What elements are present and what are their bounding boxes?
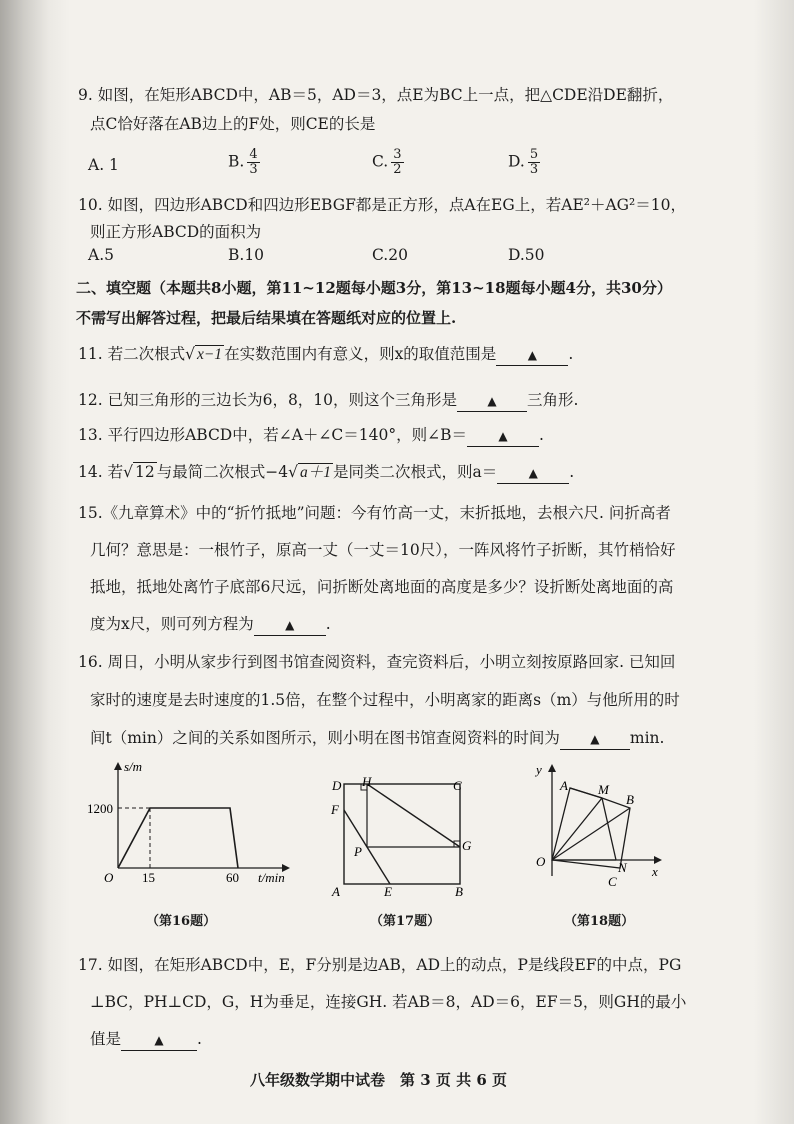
q16-line2: 家时的速度是去时速度的1.5倍，在整个过程中，小明离家的距离s（m）与他所用的时: [90, 691, 680, 709]
fig18-caption: （第18题）: [564, 914, 635, 929]
q10-option-a: A.5: [88, 246, 114, 264]
q9-option-a: A. 1: [88, 156, 119, 174]
svg-text:N: N: [618, 860, 627, 875]
q12: 12. 已知三角形的三边长为6，8，10，则这个三角形是 ▲ 三角形.: [78, 390, 578, 412]
figure-16-graph: [84, 758, 300, 892]
figure-18-coordinate: [516, 758, 666, 892]
fig16-ylabel: s/m: [124, 759, 143, 774]
fig18-polygon: [552, 788, 630, 868]
scan-shadow-right: [754, 0, 794, 1124]
fig16-xtick1: 15: [142, 870, 155, 885]
q15-line2: 几何？意思是：一根竹子，原高一丈（一丈＝10尺），一阵风将竹子折断，其竹梢恰好: [90, 541, 676, 559]
q13: 13. 平行四边形ABCD中，若∠A＋∠C＝140°，则∠B＝ ▲ .: [78, 425, 544, 447]
q17-line3: 值是 ▲ .: [90, 1029, 202, 1051]
q17-line1: 17. 如图，在矩形ABCD中，E，F分别是边AB，AD上的动点，P是线段EF的中点，PG: [78, 956, 682, 974]
q16-line3: 间t（min）之间的关系如图所示，则小明在图书馆查阅资料的时间为 ▲ min.: [90, 728, 664, 750]
q10-line1: 10. 如图，四边形ABCD和四边形EBGF都是正方形，点A在EG上，若AE²＋AG²＝10，: [78, 196, 686, 214]
svg-text:B: B: [455, 884, 463, 899]
svg-text:C: C: [608, 874, 617, 889]
svg-text:B: B: [626, 792, 634, 807]
svg-text:y: y: [536, 762, 542, 777]
q16-line1: 16. 周日，小明从家步行到图书馆查阅资料，查完资料后，小明立刻按原路回家. 已知回: [78, 653, 676, 671]
figure-17-rectangle: [328, 774, 478, 900]
q17-line2: ⊥BC，PH⊥CD，G，H为垂足，连接GH. 若AB＝8，AD＝6，EF＝5，则GH的最小: [90, 993, 687, 1011]
section2-heading: 二、填空题（本题共8小题，第11~12题每小题3分，第13~18题每小题4分，共30分）: [76, 279, 672, 297]
q9-option-d: D. $\frac{5}{3}$: [508, 147, 539, 177]
q15-line3: 抵地，抵地处离竹子底部6尺远，问折断处离地面的高度是多少？设折断处离地面的高: [90, 578, 674, 596]
q10-line2: 则正方形ABCD的面积为: [90, 223, 262, 241]
q15-line4: 度为x尺，则可列方程为 ▲ .: [90, 614, 331, 636]
q14: 14. 若√ 12 与最简二次根式−4√ a＋1 是同类二次根式，则a＝ ▲ .: [78, 462, 574, 484]
q15-line1: 15.《九章算术》中的“折竹抵地”问题：今有竹高一丈，末折抵地，去根六尺. 问折高者: [78, 504, 671, 522]
fig16-origin: O: [104, 870, 114, 885]
scan-shadow-left: [0, 0, 70, 1124]
svg-text:F: F: [331, 802, 339, 817]
svg-text:D: D: [332, 778, 342, 793]
svg-text:G: G: [462, 838, 472, 853]
svg-text:E: E: [384, 884, 392, 899]
fig16-ytick: 1200: [87, 801, 113, 816]
fig17-rectangle-abcd: [344, 784, 460, 884]
section2-instructions: 不需写出解答过程，把最后结果填在答题纸对应的位置上.: [76, 309, 457, 327]
fig17-segment-gh: [367, 784, 460, 847]
q10-option-b: B.10: [228, 246, 265, 264]
svg-text:P: P: [354, 844, 362, 859]
q10-option-c: C.20: [372, 246, 408, 264]
svg-text:C: C: [453, 778, 462, 793]
svg-text:O: O: [536, 854, 546, 869]
fig16-distance-line: [118, 808, 238, 868]
q9-option-b: B. $\frac{4}{3}$: [228, 147, 258, 177]
q10-option-d: D.50: [508, 246, 545, 264]
q11: 11. 若二次根式√ x−1 在实数范围内有意义，则x的取值范围是 ▲ .: [78, 344, 573, 366]
svg-text:A: A: [560, 778, 568, 793]
q9-line1: 9. 如图，在矩形ABCD中，AB＝5，AD＝3，点E为BC上一点，把△CDE沿DE翻折，: [78, 86, 674, 104]
svg-text:H: H: [362, 774, 372, 789]
svg-text:M: M: [598, 782, 609, 797]
fig17-caption: （第17题）: [370, 914, 441, 929]
q9-option-c: C. $\frac{3}{2}$: [372, 147, 402, 177]
page-footer: 八年级数学期中试卷 第 3 页 共 6 页: [250, 1071, 507, 1089]
fig16-caption: （第16题）: [146, 914, 217, 929]
svg-text:A: A: [332, 884, 340, 899]
fig16-xlabel: t/min: [258, 870, 285, 885]
q9-line2: 点C恰好落在AB边上的F处，则CE的长是: [90, 115, 376, 133]
fig16-xtick2: 60: [226, 870, 239, 885]
svg-text:x: x: [652, 864, 658, 879]
